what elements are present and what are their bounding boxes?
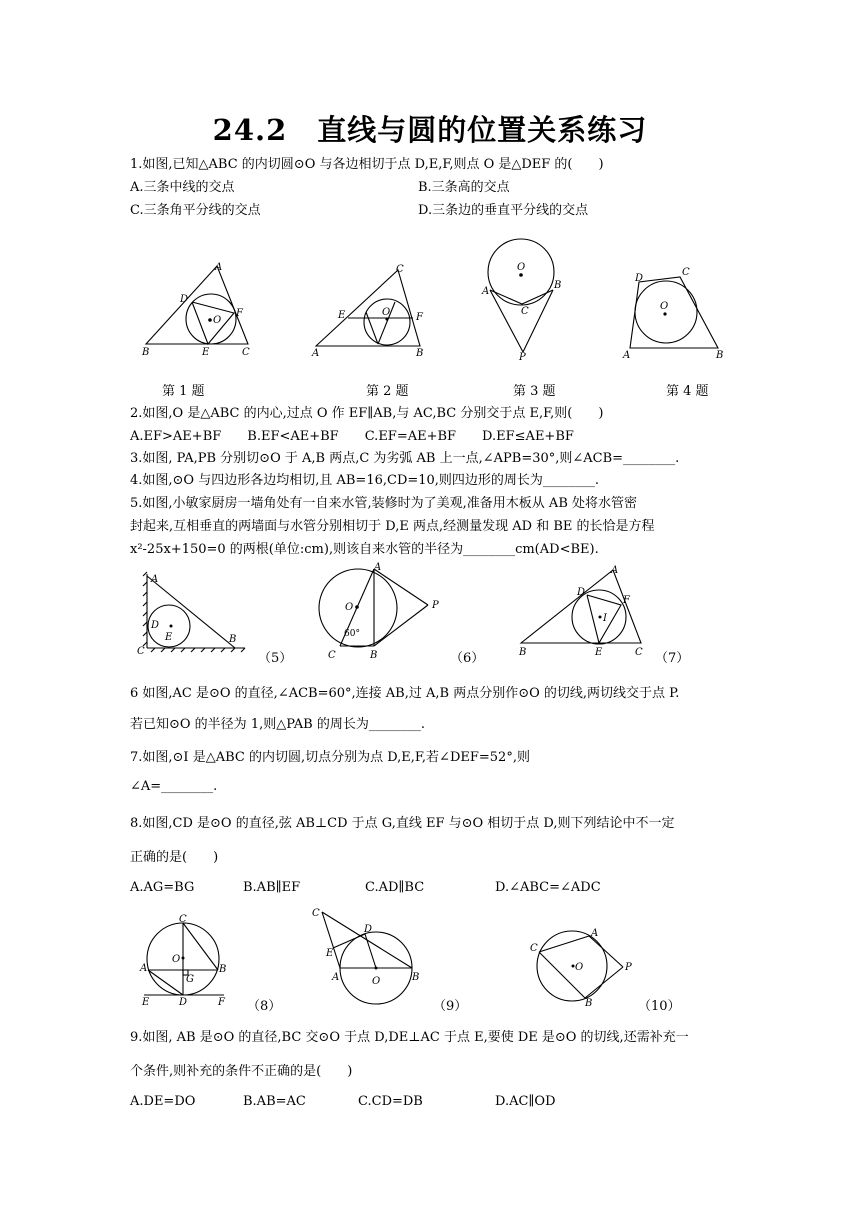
q6-line-1: 6 如图,AC 是⊙O 的直径,∠ACB=60°,连接 AB,过 A,B 两点分别作⊙O 的切线,两切线交于点 P. [130, 686, 680, 701]
figure-1 [138, 258, 258, 360]
svg-text:A: A [591, 928, 599, 939]
svg-text:D: D [577, 587, 586, 598]
svg-text:E: E [165, 632, 173, 643]
caption-fig-4: 第 4 题 [666, 384, 709, 399]
svg-text:A: A [312, 348, 320, 359]
svg-text:I: I [603, 613, 607, 624]
svg-text:A: A [151, 574, 159, 585]
svg-text:E: E [326, 948, 334, 959]
svg-text:F: F [623, 595, 630, 606]
label-fig-6: （6） [450, 651, 485, 666]
label-fig-10: （10） [638, 999, 681, 1014]
svg-text:F: F [218, 997, 225, 1008]
svg-text:B: B [229, 634, 237, 645]
q7-line-2: ∠A=________. [130, 779, 218, 794]
q9-line-2: 个条件,则补充的条件不正确的是( ) [130, 1064, 353, 1079]
q1-option-a: A.三条中线的交点 [130, 180, 235, 195]
q5-line-3: x²-25x+150=0 的两根(单位:cm),则该自来水管的半径为________cm(AD<BE). [130, 542, 599, 557]
svg-text:C: C [635, 647, 643, 658]
q4-stem: 4.如图,⊙O 与四边形各边均相切,且 AB=16,CD=10,则四边形的周长为________. [130, 473, 600, 488]
svg-text:A: A [374, 562, 382, 573]
svg-text:A: A [215, 262, 223, 273]
svg-text:A: A [482, 286, 490, 297]
svg-text:B: B [585, 998, 593, 1009]
svg-text:E: E [202, 347, 210, 358]
label-fig-8: （8） [247, 999, 282, 1014]
svg-text:B: B [416, 348, 424, 359]
q9-option-d: D.AC∥OD [495, 1094, 556, 1109]
figure-5 [135, 568, 253, 658]
svg-text:A: A [623, 350, 631, 361]
svg-text:A: A [611, 565, 619, 576]
svg-text:G: G [186, 974, 194, 985]
q9-option-c: C.CD=DB [358, 1094, 423, 1109]
q2-stem: 2.如图,O 是△ABC 的内心,过点 O 作 EF∥AB,与 AC,BC 分别交于点 E,F,则( ) [130, 406, 604, 421]
q7-line-1: 7.如图,⊙I 是△ABC 的内切圆,切点分别为点 D,E,F,若∠DEF=52°,则 [130, 750, 530, 765]
svg-text:B: B [716, 350, 724, 361]
svg-text:D: D [151, 620, 160, 631]
q1-stem: 1.如图,已知△ABC 的内切圆⊙O 与各边相切于点 D,E,F,则点 O 是△DEF 的( ) [130, 157, 604, 172]
q1-option-b: B.三条高的交点 [418, 180, 510, 195]
q5-line-2: 封起来,互相垂直的两墙面与水管分别相切于 D,E 两点,经测量发现 AD 和 BE 的长恰是方程 [130, 519, 655, 534]
figure-7 [515, 565, 655, 665]
svg-text:P: P [625, 962, 632, 973]
q3-stem: 3.如图, PA,PB 分别切⊙O 于 A,B 两点,C 为劣弧 AB 上一点,∠APB=30°,则∠ACB=________. [130, 451, 680, 466]
svg-text:A: A [140, 963, 148, 974]
q5-line-1: 5.如图,小敏家厨房一墙角处有一自来水管,装修时为了美观,准备用木板从 AB 处将水管密 [130, 496, 638, 511]
svg-text:P: P [519, 352, 526, 363]
svg-text:O: O [575, 962, 584, 973]
figure-4 [620, 262, 735, 362]
page-title: 24.2 直线与圆的位置关系练习 [212, 113, 648, 147]
figure-9 [308, 906, 438, 992]
svg-text:C: C [521, 306, 529, 317]
svg-text:P: P [432, 600, 439, 611]
svg-text:C: C [682, 267, 690, 278]
q9-option-b: B.AB=AC [243, 1094, 306, 1109]
svg-text:F: F [416, 312, 423, 323]
svg-text:B: B [554, 280, 562, 291]
svg-text:C: C [530, 943, 538, 954]
svg-text:O: O [345, 602, 354, 613]
svg-text:O: O [382, 307, 391, 318]
figure-3 [480, 236, 570, 362]
angle-60-label: 60° [344, 629, 360, 639]
svg-text:C: C [312, 908, 320, 919]
figure-8 [138, 914, 238, 1008]
svg-text:C: C [396, 264, 404, 275]
svg-text:C: C [242, 347, 250, 358]
caption-fig-1: 第 1 题 [162, 384, 205, 399]
q2-options: A.EF>AE+BF B.EF<AE+BF C.EF=AE+BF D.EF≤AE+BF [130, 429, 574, 444]
svg-text:C: C [328, 650, 336, 661]
svg-text:O: O [172, 954, 181, 965]
caption-fig-3: 第 3 题 [513, 384, 556, 399]
svg-text:B: B [142, 347, 150, 358]
svg-text:O: O [660, 301, 669, 312]
svg-text:E: E [595, 647, 603, 658]
caption-fig-2: 第 2 题 [366, 384, 409, 399]
svg-text:C: C [137, 646, 145, 657]
q9-option-a: A.DE=DO [130, 1094, 196, 1109]
svg-text:F: F [236, 308, 243, 319]
svg-text:E: E [338, 310, 346, 321]
q8-line-1: 8.如图,CD 是⊙O 的直径,弦 AB⊥CD 于点 G,直线 EF 与⊙O 相切于点 D,则下列结论中不一定 [130, 816, 675, 831]
svg-text:B: B [412, 972, 420, 983]
figure-2 [310, 260, 430, 360]
svg-text:C: C [179, 914, 187, 925]
svg-text:D: D [179, 997, 188, 1008]
svg-text:D: D [635, 273, 644, 284]
label-fig-5: （5） [258, 651, 293, 666]
svg-text:O: O [517, 262, 526, 273]
q8-option-b: B.AB∥EF [243, 880, 301, 895]
svg-text:E: E [142, 997, 150, 1008]
q1-option-c: C.三条角平分线的交点 [130, 203, 261, 218]
q8-option-c: C.AD∥BC [365, 880, 425, 895]
svg-text:O: O [372, 976, 381, 987]
svg-text:B: B [519, 647, 527, 658]
svg-text:D: D [180, 294, 189, 305]
svg-text:B: B [219, 964, 227, 975]
q8-option-d: D.∠ABC=∠ADC [495, 880, 601, 895]
figure-10 [525, 922, 637, 1009]
svg-text:B: B [370, 650, 378, 661]
svg-text:A: A [332, 972, 340, 983]
svg-text:D: D [364, 924, 373, 935]
q8-option-a: A.AG=BG [130, 880, 195, 895]
label-fig-7: （7） [655, 651, 690, 666]
svg-text:O: O [213, 315, 222, 326]
q6-line-2: 若已知⊙O 的半径为 1,则△PAB 的周长为________. [130, 717, 425, 732]
figure-6 [310, 562, 460, 664]
q1-option-d: D.三条边的垂直平分线的交点 [418, 203, 589, 218]
q8-line-2: 正确的是( ) [130, 850, 219, 865]
q9-line-1: 9.如图, AB 是⊙O 的直径,BC 交⊙O 于点 D,DE⊥AC 于点 E,要使 DE 是⊙O 的切线,还需补充一 [130, 1030, 689, 1045]
label-fig-9: （9） [433, 999, 468, 1014]
